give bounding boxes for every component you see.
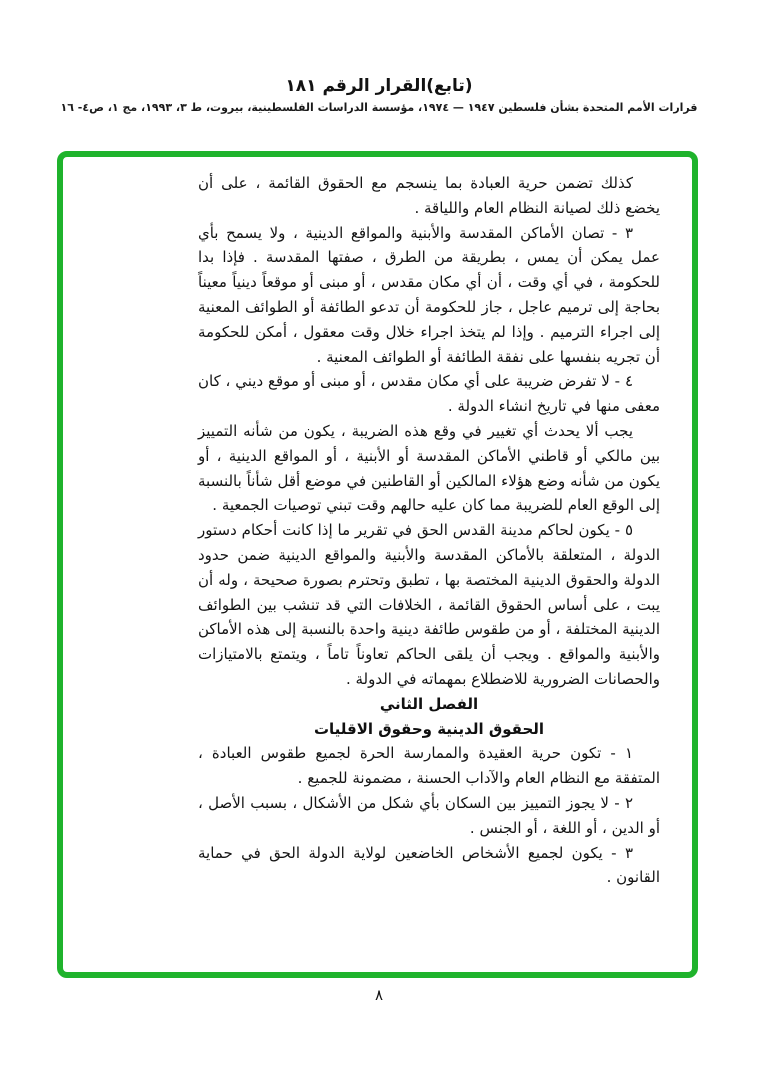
resolution-title: (تابع)القرار الرقم ١٨١ — [285, 76, 473, 96]
body-paragraph: كذلك تضمن حرية العبادة بما ينسجم مع الحقوق القائمة ، على أن يخضع ذلك لصيانة النظام العام واللياقة . — [198, 174, 660, 217]
body-paragraph: ٥ - يكون لحاكم مدينة القدس الحق في تقرير ما إذا كانت أحكام دستور الدولة ، المتعلقة بالأماكن المقدسة والأبنية والمواقع الدينية ضمن حدود الدولة والحقوق الدينية المختصة بها ، تطبق وتحترم بصورة صحيحة ، وله أن يبت ، على أساس الحقوق القائمة ، الخلافات التي قد تنشب بين الطوائف الدينية المختلفة ، أو من طقوس طائفة دينية واحدة بالنسبة إلى هذه الأماكن والأبنية والمواقع . ويجب أن يلقى الحاكم تعاوناً تاماً ، ويتمتع بالامتيازات والحصانات الضرورية للاضطلاع بمهماته في الدولة . — [198, 521, 660, 688]
source-citation: قرارات الأمم المتحدة بشأن فلسطين ١٩٤٧ — ١٩٧٤، مؤسسة الدراسات الفلسطينية، بيروت، ط ٣، ١٩٩٣، مج ١، ص٤- ١٦ — [60, 101, 698, 114]
body-paragraph: ٤ - لا تفرض ضريبة على أي مكان مقدس ، أو مبنى أو موقع ديني ، كان معفى منها في تاريخ انشاء الدولة . — [198, 372, 660, 416]
highlight-frame — [57, 151, 698, 978]
body-paragraph: يجب ألا يحدث أي تغيير في وقع هذه الضريبة ، يكون من شأنه التمييز بين مالكي أو قاطني الأماكن المقدسة أو الأبنية ، أو المواقع الدينية ، أو يكون من شأنه وضع هؤلاء المالكين أو القاطنين في موضع أقل شأناً بالنسبة إلى الوقع العام للضريبة مما كان عليه حالهم وقت تبني توصيات الجمعية . — [198, 421, 660, 515]
body-paragraph: ٣ - يكون لجميع الأشخاص الخاضعين لولاية الدولة الحق في حماية القانون . — [198, 843, 660, 887]
section-heading: الحقوق الدينية وحقوق الاقليات — [313, 719, 545, 738]
body-paragraph: ٢ - لا يجوز التمييز بين السكان بأي شكل من الأشكال ، بسبب الأصل ، أو الدين ، أو اللغة ، أو الجنس . — [198, 793, 660, 837]
body-text-column — [198, 171, 660, 890]
page-number: ٨ — [374, 986, 384, 1004]
chapter-heading: الفصل الثاني — [379, 694, 479, 713]
page-header — [0, 76, 758, 114]
body-paragraph: ٣ - تصان الأماكن المقدسة والأبنية والمواقع الدينية ، ولا يسمح بأي عمل يمكن أن يمس ، بطريقة من الطرق ، صفتها المقدسة . فإذا بدا للحكومة ، في أي وقت ، أن أي مكان مقدس ، أو مبنى أو موقعاً دينياً معيناً بحاجة إلى ترميم عاجل ، جاز للحكومة أن تدعو الطائفة أو الطوائف المعنية إلى اجراء الترميم . وإذا لم يتخذ اجراء خلال وقت معقول ، أمكن للحكومة أن تجريه بنفسها على نفقة الطائفة أو الطوائف المعنية . — [198, 223, 660, 366]
body-paragraph: ١ - تكون حرية العقيدة والممارسة الحرة لجميع طقوس العبادة ، المتفقة مع النظام العام والآداب الحسنة ، مضمونة للجميع . — [198, 744, 660, 788]
